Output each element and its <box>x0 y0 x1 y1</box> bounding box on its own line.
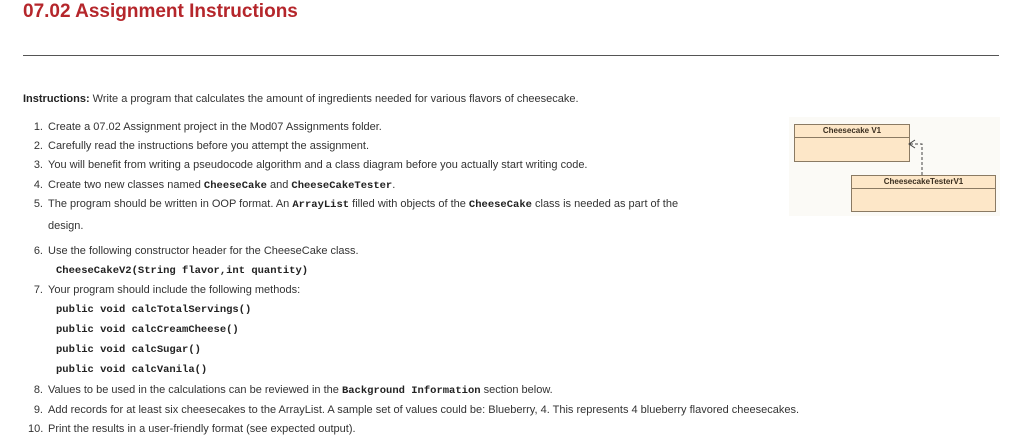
step-text: class is needed as part of the <box>531 198 679 210</box>
step-text: The program should be written in OOP format. An <box>48 198 293 210</box>
list-item <box>28 178 395 193</box>
page-title: 07.02 Assignment Instructions <box>23 1 298 22</box>
step-text: Add records for at least six cheesecakes to the ArrayList. A sample set of values could be: Blueberry, 4. This represents 4 blueberry flavored cheesecakes. <box>48 404 800 416</box>
step-text: filled with objects of the <box>349 198 469 210</box>
code-class-name: CheeseCake <box>468 199 532 211</box>
code-section-name: Background Information <box>341 385 481 397</box>
list-item <box>28 422 356 436</box>
method-code: public void calcSugar() <box>56 344 201 356</box>
step-text: You will benefit from writing a pseudocode algorithm and a class diagram before you actually start writing code. <box>48 159 588 171</box>
list-item <box>28 244 359 258</box>
step-number: 4. <box>33 179 43 191</box>
list-item <box>28 197 678 212</box>
step-number: 5. <box>33 198 43 210</box>
step-number: 10. <box>28 423 44 435</box>
method-code: public void calcCreamCheese() <box>56 324 239 336</box>
method-code: public void calcTotalServings() <box>56 304 252 316</box>
class-diagram <box>789 117 1000 216</box>
uml-class-name: Cheesecake V1 <box>795 125 909 138</box>
step-number: 9. <box>33 404 43 416</box>
step-text: Values to be used in the calculations can be reviewed in the <box>48 384 342 396</box>
step-text: Create a 07.02 Assignment project in the Mod07 Assignments folder. <box>48 121 382 133</box>
list-item <box>28 403 799 417</box>
uml-class-name: CheesecakeTesterV1 <box>852 176 995 189</box>
step-continuation: design. <box>48 220 84 232</box>
step-text: and <box>266 179 292 191</box>
step-number: 7. <box>33 284 43 296</box>
instructions-label: Instructions: <box>23 93 90 105</box>
step-text: Your program should include the following methods: <box>48 284 301 296</box>
instructions-text: Write a program that calculates the amount of ingredients needed for various flavors of cheesecake. <box>89 93 579 105</box>
constructor-code: CheeseCakeV2(String flavor,int quantity) <box>56 265 309 277</box>
list-item <box>28 283 300 297</box>
divider <box>23 55 999 56</box>
step-text: Print the results in a user-friendly format (see expected output). <box>48 423 356 435</box>
step-text: Use the following constructor header for the CheeseCake class. <box>48 245 359 257</box>
list-item <box>28 158 588 172</box>
step-text: . <box>392 179 396 191</box>
list-item <box>28 120 382 134</box>
list-item <box>28 383 553 398</box>
step-number: 3. <box>33 159 43 171</box>
step-number: 6. <box>33 245 43 257</box>
list-item <box>28 139 369 153</box>
code-class-name: CheeseCakeTester <box>291 180 393 192</box>
step-number: 8. <box>33 384 43 396</box>
code-class-name: ArrayList <box>292 199 350 211</box>
method-code: public void calcVanila() <box>56 364 208 376</box>
step-text: section below. <box>480 384 553 396</box>
step-number: 1. <box>33 121 43 133</box>
instructions-paragraph <box>23 92 579 106</box>
code-class-name: CheeseCake <box>203 180 267 192</box>
uml-class-cheesecake-tester <box>851 175 996 212</box>
step-text: Carefully read the instructions before you attempt the assignment. <box>48 140 370 152</box>
step-text: Create two new classes named <box>48 179 204 191</box>
step-number: 2. <box>33 140 43 152</box>
